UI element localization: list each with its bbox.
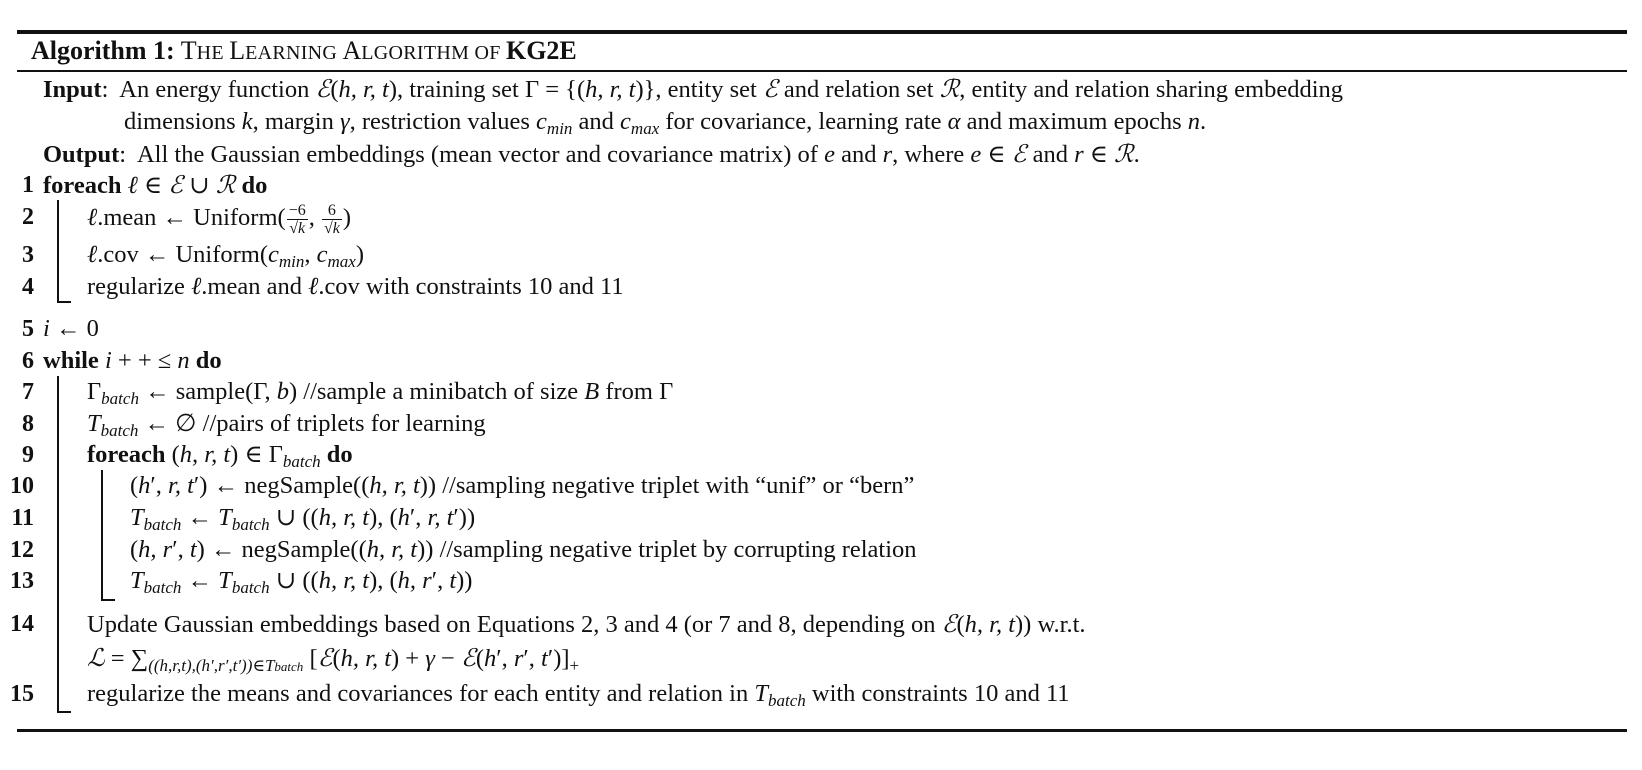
step-5: i ← 0 — [43, 315, 99, 342]
step-8: $T_{batch}$ ← ∅ //pairs of triplets for learning — [87, 410, 486, 440]
header-rule — [17, 70, 1627, 72]
line-number: 4 — [22, 274, 34, 300]
line-number: 6 — [22, 348, 34, 374]
line-number: 9 — [22, 442, 34, 468]
step-13: $T_{batch}$ ← $T_{batch}$ ∪ ((h, r, t), (h, r′, t)) — [130, 567, 473, 597]
line-number: 12 — [10, 537, 34, 563]
line-number: 13 — [10, 568, 34, 594]
line-number: 15 — [10, 681, 34, 707]
step-3: ℓ.cov ← $Uniform(c_{min}$, $c_{max}$) — [87, 241, 365, 271]
line-number: 11 — [11, 505, 34, 531]
output-label: Output — [43, 141, 120, 168]
line-number: 2 — [22, 204, 34, 230]
input-line-2: dimensions k, margin γ, restriction values $c_{min}$ and $c_{max}$ for covariance, learning rate α and maximum epochs n. — [124, 108, 1207, 138]
step-2: ℓ.mean ← Uniform( $\frac{-6}{√k}$ , $\frac{6}{√k}$ ) — [87, 202, 352, 237]
step-9: foreach (h, r, t) ∈ $\Gamma_{batch}$ do — [87, 441, 353, 471]
step-1: foreach ℓ ∈ ℰ ∪ ℛ do — [43, 170, 268, 199]
scope-end-tick — [101, 599, 115, 601]
output-line: Output: All the Gaussian embeddings (mean vector and covariance matrix) of e and r, where e ∈ ℰ and r ∈ ℛ. — [43, 139, 1140, 168]
line-number: 1 — [22, 172, 34, 198]
step-6: while i + + ≤ n do — [43, 347, 222, 374]
line-number: 14 — [10, 611, 34, 637]
algorithm-title — [31, 36, 577, 68]
step-7: $\Gamma_{batch}$ ← sample(Γ, b) //sample a minibatch of size B from Γ — [87, 378, 674, 408]
step-12: (h, r′, t) ← negSample((h, r, t)) //sampling negative triplet by corrupting relation — [130, 536, 917, 563]
scope-end-tick — [57, 711, 71, 713]
scope-bar-inner-foreach — [101, 470, 103, 600]
step-10: (h′, r, t′) ← negSample((h, r, t)) //sampling negative triplet with “unif” or “bern” — [130, 472, 915, 499]
bottom-rule — [17, 729, 1627, 732]
step-15: regularize the means and covariances for each entity and relation in $T_{batch}$ with constraints 10 and 11 — [87, 680, 1070, 710]
line-number: 3 — [22, 242, 34, 268]
input-label: Input — [43, 76, 102, 103]
algorithm-name: KG2E — [505, 36, 577, 65]
line-number: 10 — [10, 473, 34, 499]
scope-bar-while — [57, 376, 59, 712]
scope-bar-foreach — [57, 200, 59, 302]
input-line-1: Input: An energy function ℰ(h, r, t), training set Γ = {(h, r, t)}, entity set ℰ and relation set ℛ, entity and relation sharing embedding — [43, 74, 1343, 103]
line-number: 5 — [22, 316, 34, 342]
algorithm-title-text: THE LEARNING ALGORITHM OF — [180, 36, 506, 65]
step-4: regularize ℓ.mean and ℓ.cov with constraints 10 and 11 — [87, 273, 624, 300]
step-14: Update Gaussian embeddings based on Equations 2, 3 and 4 (or 7 and 8, depending on ℰ(h, r, t)) w.r.t. — [87, 609, 1086, 638]
scope-end-tick — [57, 301, 71, 303]
line-number: 8 — [22, 411, 34, 437]
step-11: $T_{batch}$ ← $T_{batch}$ ∪ ((h, r, t), (h′, r, t′)) — [130, 504, 476, 534]
top-rule — [17, 30, 1627, 34]
step-14-loss: ℒ = $\sum_{((h,r,t),(h',r',t'))\in Tbatch}$ [ℰ(h, r, t) + γ − ℰ(h′, r′, $t')]_+$ — [87, 643, 580, 675]
algorithm-label: Algorithm 1: — [31, 36, 175, 65]
line-number: 7 — [22, 379, 34, 405]
